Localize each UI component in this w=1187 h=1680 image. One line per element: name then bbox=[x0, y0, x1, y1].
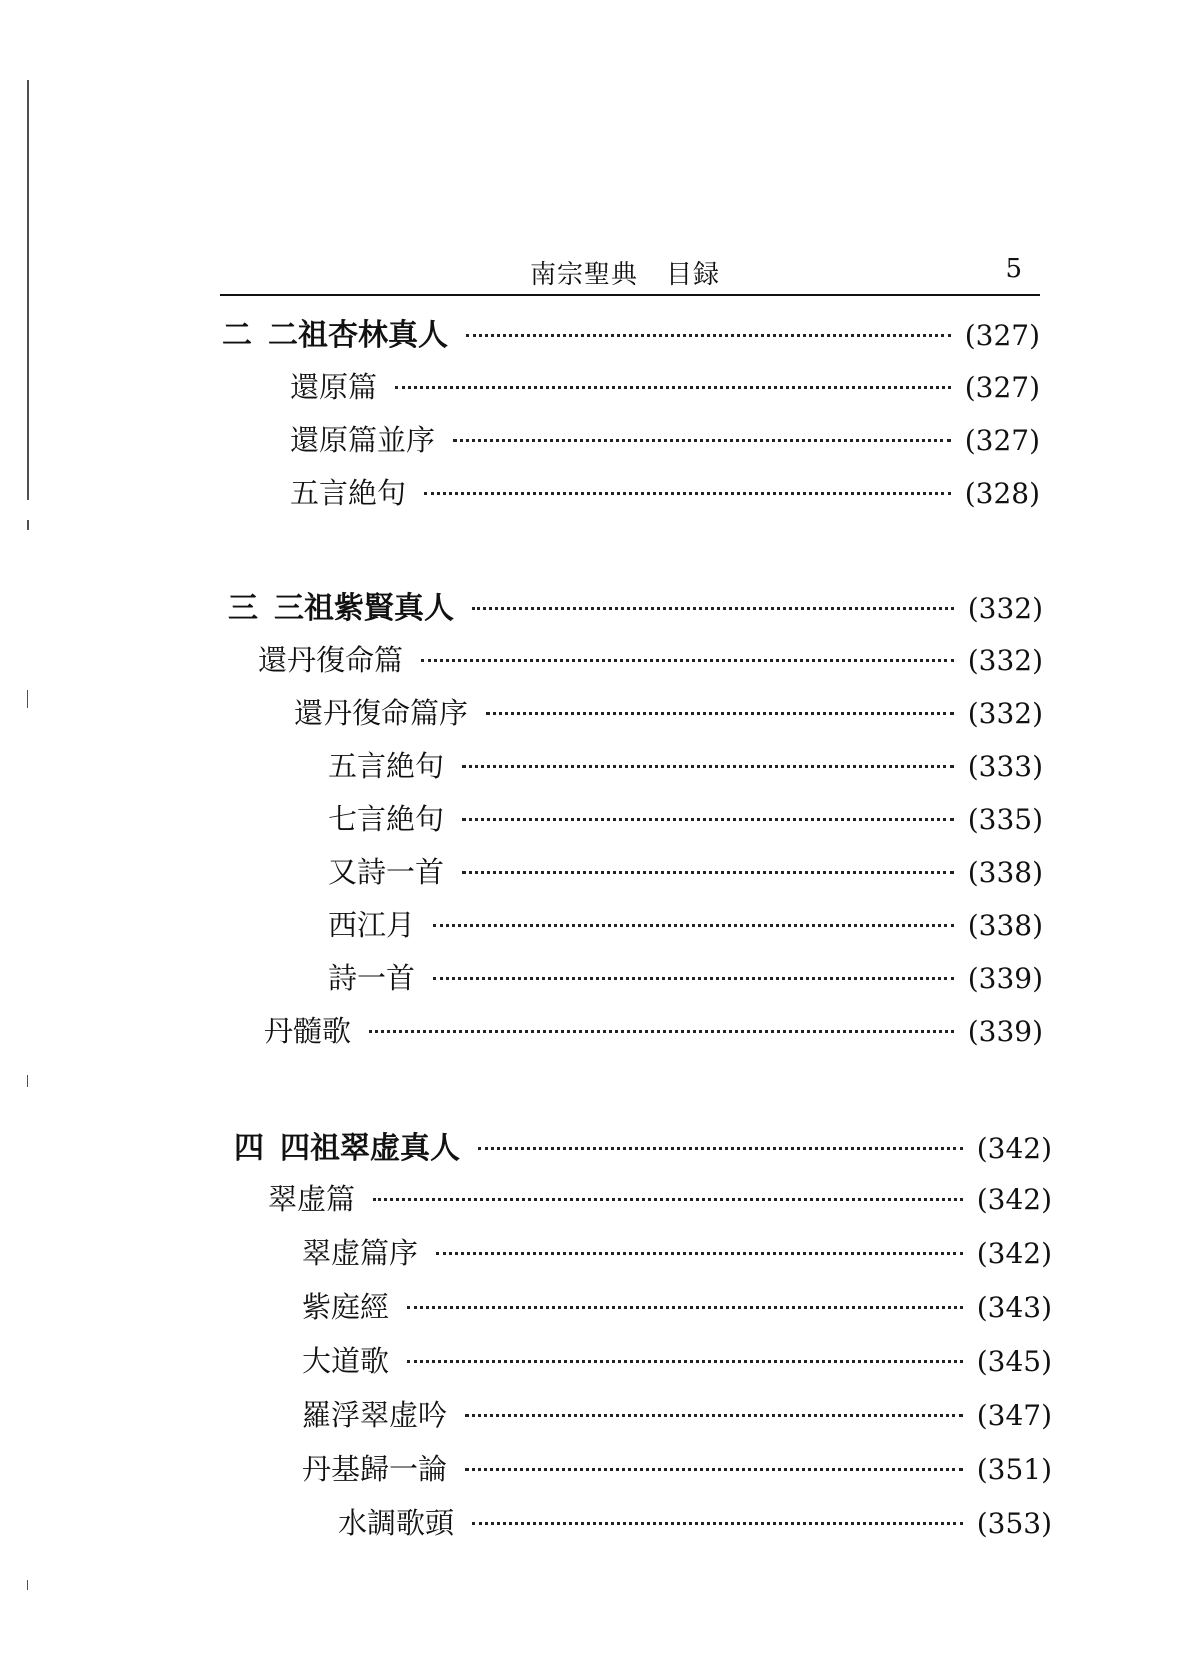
toc-entry[interactable] bbox=[294, 691, 1043, 731]
page-ref: (339) bbox=[967, 1015, 1043, 1048]
binding-edge-mark bbox=[27, 1580, 28, 1590]
binding-edge-mark bbox=[27, 690, 28, 708]
dot-leader bbox=[407, 1360, 963, 1363]
entry-title: 丹基歸一論 bbox=[302, 1452, 448, 1486]
page-ref: (328) bbox=[964, 477, 1040, 510]
toc-entry[interactable] bbox=[290, 418, 1040, 458]
entry-title: 翠虚篇序 bbox=[302, 1236, 419, 1270]
toc-entry[interactable] bbox=[290, 471, 1040, 511]
entry-title: 羅浮翠虚吟 bbox=[302, 1398, 448, 1432]
page-ref: (327) bbox=[964, 319, 1040, 352]
page-ref: (335) bbox=[967, 803, 1043, 836]
dot-leader bbox=[373, 1198, 963, 1201]
toc-entry[interactable] bbox=[328, 903, 1043, 943]
toc-chapter[interactable] bbox=[234, 1123, 1052, 1166]
page-ref: (332) bbox=[967, 644, 1043, 677]
entry-title: 七言絶句 bbox=[328, 802, 445, 836]
dot-leader bbox=[421, 659, 954, 662]
header-title bbox=[530, 254, 720, 291]
toc-entry[interactable] bbox=[328, 744, 1043, 784]
page-ref: (327) bbox=[964, 424, 1040, 457]
toc-entry[interactable] bbox=[264, 1009, 1043, 1049]
page-ref: (333) bbox=[967, 750, 1043, 783]
page-ref: (338) bbox=[967, 856, 1043, 889]
page-ref: (343) bbox=[976, 1291, 1052, 1324]
page-ref: (342) bbox=[976, 1183, 1052, 1216]
chapter-title: 二祖杏林真人 bbox=[268, 318, 448, 353]
toc-entry[interactable] bbox=[328, 956, 1043, 996]
binding-edge-mark bbox=[27, 80, 29, 500]
chapter-number: 三 bbox=[228, 591, 258, 626]
dot-leader bbox=[436, 1252, 963, 1255]
page-ref: (342) bbox=[976, 1132, 1052, 1165]
dot-leader bbox=[424, 492, 951, 495]
dot-leader bbox=[433, 924, 954, 927]
chapter-title: 四祖翠虚真人 bbox=[280, 1131, 460, 1166]
dot-leader bbox=[453, 439, 951, 442]
section-title: 目録 bbox=[666, 260, 721, 290]
toc-entry[interactable] bbox=[258, 638, 1043, 678]
dot-leader bbox=[472, 607, 954, 610]
binding-edge-mark bbox=[27, 1075, 28, 1087]
chapter-number: 二 bbox=[222, 318, 252, 353]
entry-title: 五言絶句 bbox=[328, 749, 445, 783]
dot-leader bbox=[466, 334, 951, 337]
dot-leader bbox=[462, 871, 954, 874]
entry-title: 詩一首 bbox=[328, 961, 416, 995]
dot-leader bbox=[433, 977, 954, 980]
dot-leader bbox=[462, 765, 954, 768]
chapter-title: 三祖紫賢真人 bbox=[274, 591, 454, 626]
page-ref: (347) bbox=[976, 1399, 1052, 1432]
entry-title: 丹髓歌 bbox=[264, 1014, 352, 1048]
entry-title: 五言絶句 bbox=[290, 476, 407, 510]
running-header bbox=[220, 240, 1040, 296]
entry-title: 紫庭經 bbox=[302, 1290, 390, 1324]
header-rule bbox=[220, 294, 1040, 296]
page-ref: (345) bbox=[976, 1345, 1052, 1378]
binding-edge-mark bbox=[27, 520, 29, 530]
entry-title: 水調歌頭 bbox=[338, 1506, 455, 1540]
dot-leader bbox=[369, 1030, 954, 1033]
entry-title: 還原篇 bbox=[290, 370, 378, 404]
chapter-number: 四 bbox=[234, 1131, 264, 1166]
page-ref: (332) bbox=[967, 697, 1043, 730]
page-ref: (327) bbox=[964, 371, 1040, 404]
page-number: 5 bbox=[1005, 254, 1022, 284]
toc-entry[interactable] bbox=[268, 1177, 1052, 1217]
toc-entry[interactable] bbox=[290, 365, 1040, 405]
toc-entry[interactable] bbox=[302, 1339, 1052, 1379]
toc-entry[interactable] bbox=[302, 1393, 1052, 1433]
entry-title: 西江月 bbox=[328, 908, 416, 942]
dot-leader bbox=[465, 1468, 963, 1471]
page-ref: (351) bbox=[976, 1453, 1052, 1486]
page-ref: (332) bbox=[967, 592, 1043, 625]
entry-title: 還丹復命篇序 bbox=[294, 696, 469, 730]
entry-title: 還原篇並序 bbox=[290, 423, 436, 457]
toc-entry[interactable] bbox=[302, 1285, 1052, 1325]
entry-title: 還丹復命篇 bbox=[258, 643, 404, 677]
dot-leader bbox=[472, 1522, 963, 1525]
page-ref: (339) bbox=[967, 962, 1043, 995]
toc-chapter[interactable] bbox=[228, 583, 1043, 626]
page-ref: (353) bbox=[976, 1507, 1052, 1540]
page-ref: (342) bbox=[976, 1237, 1052, 1270]
dot-leader bbox=[478, 1147, 963, 1150]
toc-entry[interactable] bbox=[302, 1231, 1052, 1271]
page-ref: (338) bbox=[967, 909, 1043, 942]
dot-leader bbox=[395, 386, 951, 389]
toc-entry[interactable] bbox=[338, 1501, 1052, 1541]
dot-leader bbox=[465, 1414, 963, 1417]
dot-leader bbox=[486, 712, 954, 715]
entry-title: 又詩一首 bbox=[328, 855, 445, 889]
entry-title: 大道歌 bbox=[302, 1344, 390, 1378]
toc-entry[interactable] bbox=[328, 797, 1043, 837]
dot-leader bbox=[462, 818, 954, 821]
entry-title: 翠虚篇 bbox=[268, 1182, 356, 1216]
toc-entry[interactable] bbox=[302, 1447, 1052, 1487]
book-title: 南宗聖典 bbox=[530, 260, 639, 290]
toc-entry[interactable] bbox=[328, 850, 1043, 890]
toc-chapter[interactable] bbox=[222, 310, 1040, 353]
dot-leader bbox=[407, 1306, 963, 1309]
